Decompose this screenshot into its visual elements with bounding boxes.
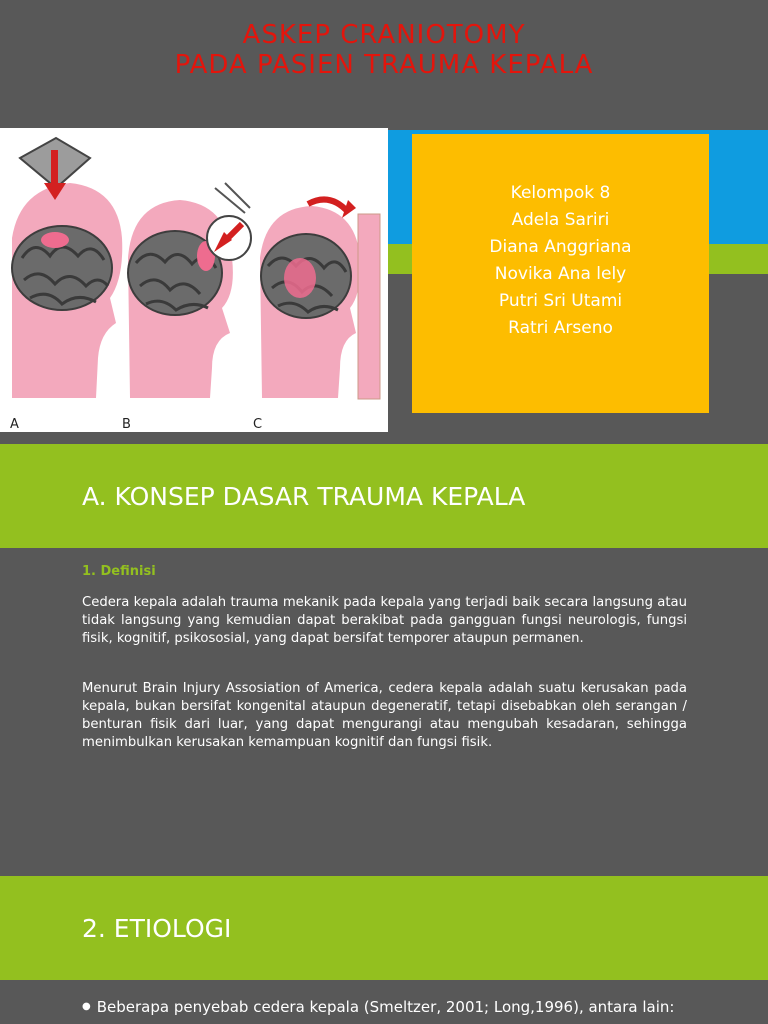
head-b-figure — [128, 183, 251, 398]
label-a: A — [10, 417, 19, 432]
member-name: Putri Sri Utami — [498, 291, 623, 311]
bullet-item — [82, 996, 682, 1018]
member-name: Adela Sariri — [511, 210, 610, 230]
bullet-text: Beberapa penyebab cedera kepala (Smeltzer, 2001; Long,1996), antara lain: — [96, 998, 675, 1016]
etiology-slide — [0, 876, 768, 1024]
member-name: Novika Ana lely — [494, 264, 627, 284]
heading-band — [0, 876, 768, 980]
slide-title — [0, 20, 768, 80]
section-heading: A. KONSEP DASAR TRAUMA KEPALA — [82, 482, 526, 511]
definition-paragraph-2: Menurut Brain Injury Assosiation of America, cedera kepala adalah suatu kerusakan pada kepala, bukan bersifat kongenital ataupun degeneratif, tetapi disebabkan oleh serangan / benturan fisik dari luar, yang dapat mengurangi atau mengubah kesadaran, sehingga menimbulkan kerusakan kemampuan kognitif dan fungsi fisik. — [82, 681, 687, 750]
title-line-2: PADA PASIEN TRAUMA KEPALA — [174, 50, 594, 80]
subsection-heading: 1. Definisi — [82, 564, 156, 579]
title-line-1: ASKEP CRANIOTOMY — [242, 20, 526, 50]
definition-slide — [0, 444, 768, 864]
section-heading: 2. ETIOLOGI — [82, 914, 232, 943]
group-name: Kelompok 8 — [510, 183, 611, 203]
head-trauma-illustration — [0, 128, 388, 432]
head-trauma-diagram — [0, 128, 388, 432]
group-members-box — [412, 134, 709, 413]
definition-paragraph-1: Cedera kepala adalah trauma mekanik pada kepala yang terjadi baik secara langsung atau tidak langsung yang kemudian dapat berakibat pada gangguan fungsi neurologis, fungsi fisik, kognitif, psikososial, yang dapat bersifat temporer ataupun permanen. — [82, 595, 687, 646]
title-slide — [0, 0, 768, 432]
label-b: B — [122, 417, 131, 432]
member-name: Ratri Arseno — [508, 318, 613, 338]
head-c-figure — [260, 200, 380, 400]
head-a-figure — [12, 138, 122, 398]
heading-band — [0, 444, 768, 548]
member-name: Diana Anggriana — [489, 237, 632, 257]
label-c: C — [253, 417, 263, 432]
bullet-icon: ● — [82, 1001, 91, 1012]
